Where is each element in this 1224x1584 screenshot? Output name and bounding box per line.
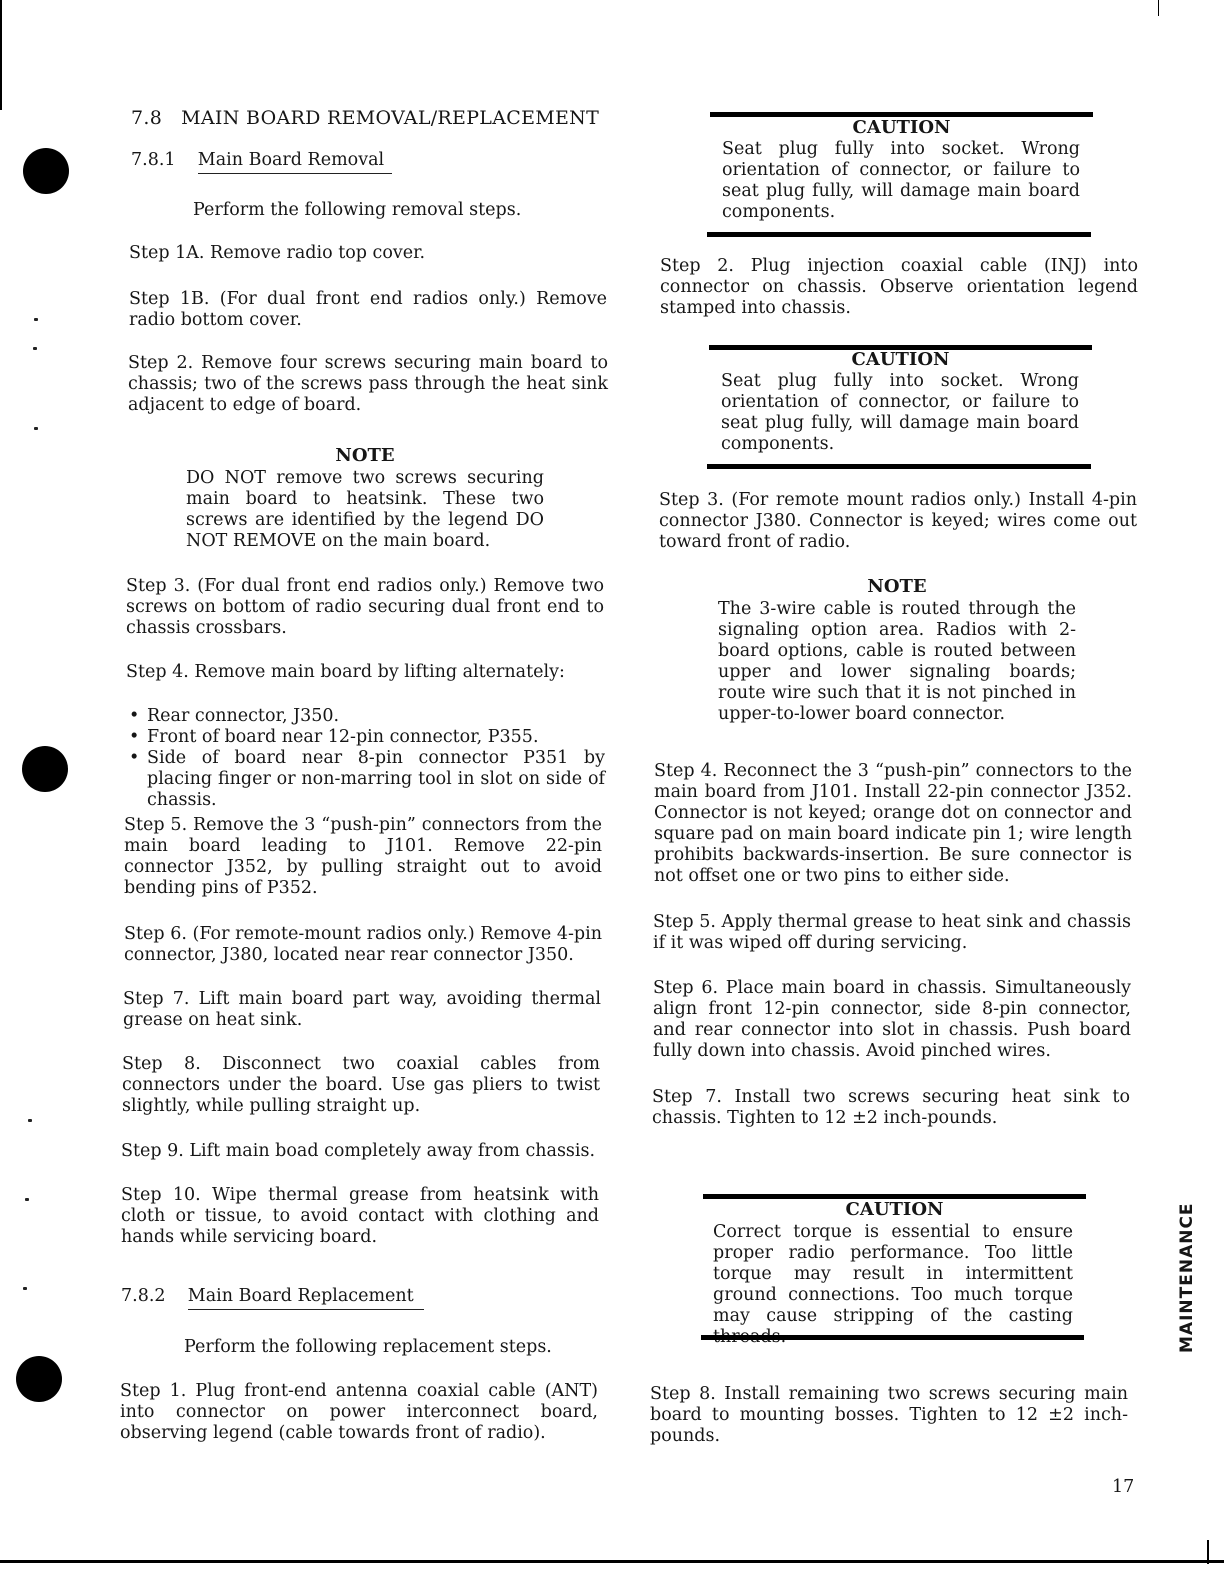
replacement-title: Main Board Replacement <box>188 1286 424 1310</box>
caution-3-text: Correct torque is essential to ensure proper radio performance. Too little torque may result in intermittent ground connections. Too much torque may cause stripping of the casting <box>713 1222 1073 1326</box>
removal-step-1a: Step 1A. Remove radio top cover. <box>129 243 426 263</box>
section-number: 7.8 <box>131 107 163 129</box>
page-number: 17 <box>1112 1477 1135 1497</box>
removal-intro: Perform the following removal steps. <box>193 200 522 220</box>
replacement-number: 7.8.2 <box>121 1286 166 1306</box>
replacement-heading <box>121 1286 441 1310</box>
replacement-step-1: Step 1. Plug front-end antenna coaxial cable (ANT) into connector on power interconnect board, observing legend (cable towards front of radio). <box>120 1381 598 1443</box>
removal-note-title: NOTE <box>335 445 395 466</box>
caution-2-title: CAUTION <box>851 349 950 370</box>
removal-step-8: Step 8. Disconnect two coaxial cables from connectors under the board. Use gas pliers to twist slightly, while pulling straight up. <box>122 1054 600 1116</box>
removal-heading <box>131 150 431 174</box>
replacement-step-7: Step 7. Install two screws securing heat sink to chassis. Tighten to 12 ±2 inch-pounds. <box>652 1087 1130 1128</box>
top-right-edge-line <box>1158 0 1159 16</box>
caution-3-bottom-rule <box>701 1335 1084 1340</box>
replacement-note-text: The 3-wire cable is routed through the signaling option area. Radios with 2-board options, cable is routed between upper and lower signaling boards; route wire such that it is not pinched in upper-to-lower board connector. <box>718 599 1076 724</box>
removal-number: 7.8.1 <box>131 150 176 170</box>
replacement-step-6: Step 6. Place main board in chassis. Simultaneously align front 12-pin connector, side 8-pin connector, and rear connector into slot in chassis. Push board fully down into chassis. Avoid pinched wires. <box>653 978 1131 1061</box>
removal-step-4: Step 4. Remove main board by lifting alternately: <box>126 662 565 682</box>
binder-hole-top <box>23 148 69 194</box>
bullet-item: • Rear connector, J350. <box>127 706 605 727</box>
binder-hole-middle <box>22 746 68 792</box>
bullet-item: • Front of board near 12-pin connector, P355. <box>127 727 605 748</box>
speck <box>33 347 37 350</box>
replacement-step-3: Step 3. (For remote mount radios only.) Install 4-pin connector J380. Connector is keyed; wires come out toward front of radio. <box>659 490 1137 552</box>
speck <box>25 1198 29 1201</box>
removal-step-1b: Step 1B. (For dual front end radios only.) Remove radio bottom cover. <box>129 289 607 330</box>
caution-1-bottom-rule <box>707 232 1091 237</box>
speck <box>23 1287 27 1290</box>
binder-hole-bottom <box>16 1356 62 1402</box>
speck <box>34 427 38 430</box>
bottom-edge-line <box>0 1560 1224 1563</box>
side-tab-maintenance: MAINTENANCE <box>1177 1202 1197 1353</box>
replacement-intro: Perform the following replacement steps. <box>184 1337 552 1357</box>
removal-step-9: Step 9. Lift main boad completely away from chassis. <box>121 1141 596 1161</box>
replacement-step-5: Step 5. Apply thermal grease to heat sink and chassis if it was wiped off during servicing. <box>653 912 1131 953</box>
removal-title: Main Board Removal <box>198 150 392 174</box>
caution-3-title: CAUTION <box>845 1199 944 1220</box>
section-title: MAIN BOARD REMOVAL/REPLACEMENT <box>181 107 600 129</box>
removal-step-2: Step 2. Remove four screws securing main board to chassis; two of the screws pass through the heat sink adjacent to edge of board. <box>128 353 608 415</box>
speck <box>28 1119 32 1122</box>
speck <box>34 318 38 321</box>
removal-step-6: Step 6. (For remote-mount radios only.) Remove 4-pin connector, J380, located near rear connector J350. <box>124 924 602 965</box>
caution-2-text: Seat plug fully into socket. Wrong orientation of connector, or failure to seat plug fully, will damage main board components. <box>721 371 1079 454</box>
removal-bullet-list <box>127 706 605 811</box>
bullet-item: • Side of board near 8-pin connector P351 by placing finger or non-marring tool in slot on side of chassis. <box>127 748 605 811</box>
removal-step-10: Step 10. Wipe thermal grease from heatsink with cloth or tissue, to avoid contact with clothing and hands while servicing board. <box>121 1185 599 1247</box>
section-heading <box>131 107 611 129</box>
replacement-step-8: Step 8. Install remaining two screws securing main board to mounting bosses. Tighten to 12 ±2 inch-pounds. <box>650 1384 1128 1446</box>
caution-1-text: Seat plug fully into socket. Wrong orientation of connector, or failure to seat plug fully, will damage main board components. <box>722 139 1080 222</box>
replacement-note-title: NOTE <box>867 576 927 597</box>
caution-1-title: CAUTION <box>852 117 951 138</box>
left-edge-line <box>0 0 2 110</box>
replacement-step-2: Step 2. Plug injection coaxial cable (INJ) into connector on chassis. Observe orientation legend stamped into chassis. <box>660 256 1138 318</box>
replacement-step-4: Step 4. Reconnect the 3 “push-pin” connectors to the main board from J101. Install 22-pin connector J352. Connector is not keyed; orange dot on connector and square pad on main board indicate pin 1; wire length prohibits backwards-insertion. Be sure connector is not offset one or two pins to either side. <box>654 761 1132 886</box>
removal-step-5: Step 5. Remove the 3 “push-pin” connectors from the main board leading to J101. Remove 22-pin connector J352, by pulling straight out to avoid bending pins of P352. <box>124 815 602 898</box>
removal-step-3: Step 3. (For dual front end radios only.) Remove two screws on bottom of radio securing dual front end to chassis crossbars. <box>126 576 604 638</box>
caution-2-bottom-rule <box>707 464 1091 469</box>
removal-note-text: DO NOT remove two screws securing main board to heatsink. These two screws are identified by the legend DO NOT REMOVE on the main board. <box>186 468 544 551</box>
bottom-right-mark <box>1207 1540 1209 1564</box>
removal-step-7: Step 7. Lift main board part way, avoiding thermal grease on heat sink. <box>123 989 601 1030</box>
